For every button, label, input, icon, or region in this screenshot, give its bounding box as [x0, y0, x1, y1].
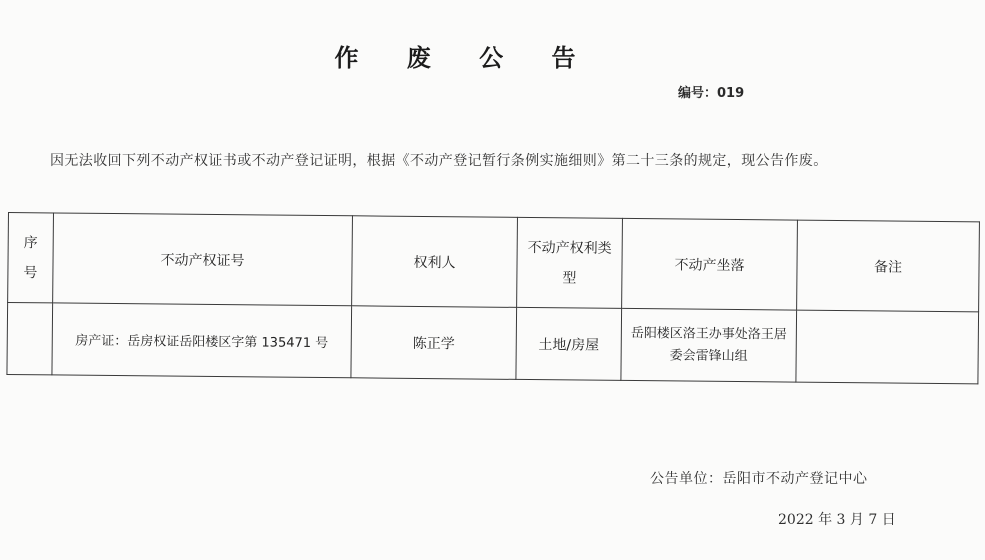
header-seq-line2: 号: [23, 264, 38, 281]
header-holder: 权利人: [352, 216, 518, 308]
header-location: 不动产坐落: [622, 218, 798, 310]
cell-cert-no: 房产证：岳房权证岳阳楼区字第 135471 号: [52, 303, 352, 378]
table-row: [7, 303, 979, 384]
cell-remarks: [796, 310, 979, 384]
cell-type: 土地/房屋: [516, 307, 622, 380]
header-seq: [8, 213, 54, 303]
header-remarks: 备注: [797, 220, 980, 312]
cell-location-line1: 岳阳楼区洛王办事处洛王居: [630, 325, 787, 342]
document-title: 作 废 公 告: [334, 44, 596, 72]
records-table: [6, 212, 980, 384]
header-type-line1: 不动产权利类: [527, 239, 612, 257]
header-type: [517, 217, 623, 308]
cell-location-line2: 委会雷锋山组: [669, 347, 748, 364]
cell-holder: 陈正学: [351, 306, 517, 380]
cell-location: [621, 308, 797, 382]
header-type-line2: 型: [562, 269, 577, 286]
document-number: 编号：019: [678, 86, 745, 101]
issue-date: 2022 年 3 月 7 日: [778, 512, 896, 528]
notice-text: 因无法收回下列不动产权证书或不动产登记证明，根据《不动产登记暂行条例实施细则》第二十三条的规定，现公告作废。: [50, 153, 828, 169]
header-seq-line1: 序: [23, 234, 38, 251]
header-cert-no: 不动产权证号: [53, 213, 353, 306]
issuer-line: 公告单位：岳阳市不动产登记中心: [650, 471, 868, 487]
cell-seq: [7, 303, 53, 375]
table-header-row: [8, 213, 980, 312]
